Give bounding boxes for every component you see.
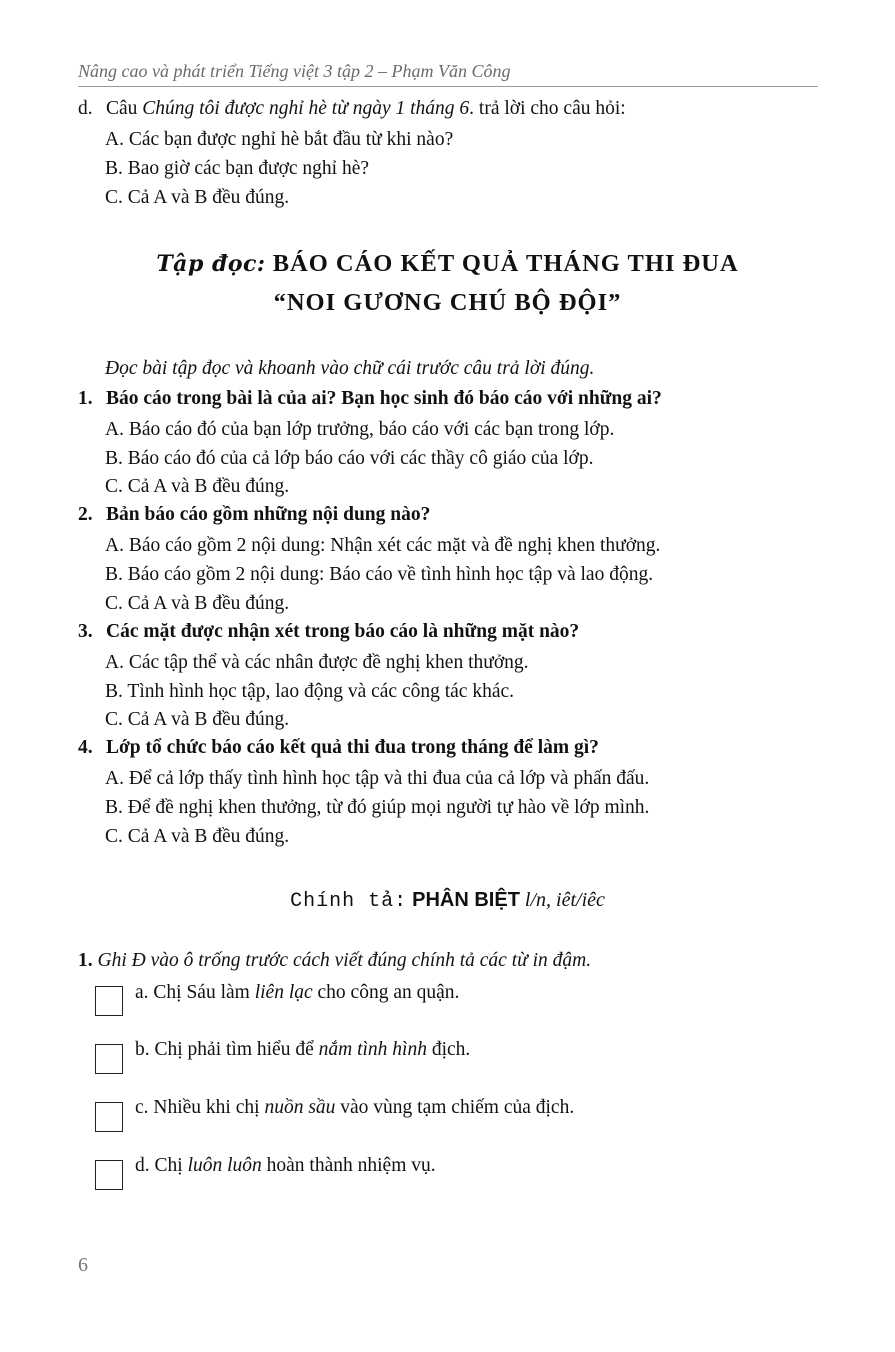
item-text-before: a. Chị Sáu làm bbox=[135, 982, 255, 1003]
question-3 bbox=[78, 620, 579, 644]
item-highlighted-word: liên lạc bbox=[254, 982, 313, 1003]
spelling-item-c bbox=[135, 1096, 574, 1120]
question-text: Báo cáo trong bài là của ai? Bạn học sinh đó báo cáo với những ai? bbox=[106, 388, 662, 409]
item-text-before: c. Nhiều khi chị bbox=[135, 1097, 265, 1118]
carryover-stem-italic: Chúng tôi được nghỉ hè từ ngày 1 tháng 6 bbox=[142, 98, 470, 119]
page-number: 6 bbox=[78, 1254, 88, 1276]
answer-box-a[interactable] bbox=[95, 986, 123, 1016]
question-1 bbox=[78, 387, 662, 411]
item-highlighted-word: luôn luôn bbox=[187, 1155, 262, 1176]
question-4-option-c: C. Cả A và B đều đúng. bbox=[105, 826, 290, 847]
spelling-task bbox=[78, 949, 591, 973]
item-text-after: hoàn thành nhiệm vụ. bbox=[261, 1155, 436, 1176]
question-4-option-a: A. Để cả lớp thấy tình hình học tập và thi đua của cả lớp và phấn đấu. bbox=[105, 768, 650, 789]
running-header: Nâng cao và phát triển Tiếng việt 3 tập 2 – Phạm Văn Công bbox=[78, 60, 818, 87]
question-3-option-b: B. Tình hình học tập, lao động và các công tác khác. bbox=[105, 681, 515, 702]
task-text: Ghi Đ vào ô trống trước cách viết đúng chính tả các từ in đậm. bbox=[97, 950, 592, 971]
question-2 bbox=[78, 503, 430, 527]
spelling-title-text: PHÂN BIỆT bbox=[412, 889, 520, 911]
spelling-title bbox=[0, 887, 895, 915]
question-text: Các mặt được nhận xét trong báo cáo là những mặt nào? bbox=[106, 621, 580, 642]
answer-box-c[interactable] bbox=[95, 1102, 123, 1132]
item-text-after: địch. bbox=[426, 1039, 471, 1060]
question-1-option-c: C. Cả A và B đều đúng. bbox=[105, 476, 290, 497]
question-2-option-b: B. Báo cáo gồm 2 nội dung: Báo cáo về tình hình học tập và lao động. bbox=[105, 564, 654, 585]
carryover-option-c: C. Cả A và B đều đúng. bbox=[105, 187, 290, 208]
spelling-item-b bbox=[135, 1038, 470, 1062]
answer-box-b[interactable] bbox=[95, 1044, 123, 1074]
question-4-option-b: B. Để đề nghị khen thưởng, từ đó giúp mọi người tự hào về lớp mình. bbox=[105, 797, 650, 818]
carryover-stem-start: Câu bbox=[106, 98, 143, 119]
question-number: 1. bbox=[78, 388, 93, 409]
question-1-option-a: A. Báo cáo đó của bạn lớp trưởng, báo cáo với các bạn trong lớp. bbox=[105, 419, 615, 440]
spelling-label: Chính tả: bbox=[290, 890, 408, 913]
carryover-question bbox=[78, 97, 626, 121]
question-number: 4. bbox=[78, 737, 93, 758]
question-text: Lớp tổ chức báo cáo kết quả thi đua trong tháng để làm gì? bbox=[106, 737, 599, 758]
item-text-before: d. Chị bbox=[135, 1155, 188, 1176]
spelling-item-d bbox=[135, 1154, 436, 1178]
item-text-after: vào vùng tạm chiếm của địch. bbox=[335, 1097, 575, 1118]
question-2-option-c: C. Cả A và B đều đúng. bbox=[105, 593, 290, 614]
item-highlighted-word: nuồn sầu bbox=[264, 1097, 336, 1118]
reading-title-line1 bbox=[0, 249, 895, 279]
question-number: 2. bbox=[78, 504, 93, 525]
question-3-option-a: A. Các tập thể và các nhân được đề nghị khen thưởng. bbox=[105, 652, 529, 673]
question-text: Bản báo cáo gồm những nội dung nào? bbox=[106, 504, 431, 525]
task-number: 1. bbox=[78, 950, 93, 971]
reading-title-text: BÁO CÁO KẾT QUẢ THÁNG THI ĐUA bbox=[272, 250, 739, 277]
spelling-title-italic: l/n, iêt/iêc bbox=[524, 889, 605, 911]
reading-title-line2: “NOI GƯƠNG CHÚ BỘ ĐỘI” bbox=[273, 289, 622, 316]
question-number: 3. bbox=[78, 621, 93, 642]
item-text-after: cho công an quận. bbox=[312, 982, 460, 1003]
reading-label: Tập đọc: bbox=[156, 251, 266, 277]
carryover-option-a: A. Các bạn được nghỉ hè bắt đầu từ khi nào? bbox=[105, 129, 454, 150]
item-highlighted-word: nắm tình hình bbox=[318, 1039, 427, 1060]
question-2-option-a: A. Báo cáo gồm 2 nội dung: Nhận xét các mặt và đề nghị khen thưởng. bbox=[105, 535, 661, 556]
spelling-item-a bbox=[135, 981, 459, 1005]
question-1-option-b: B. Báo cáo đó của cả lớp báo cáo với các thầy cô giáo của lớp. bbox=[105, 448, 594, 469]
reading-instruction: Đọc bài tập đọc và khoanh vào chữ cái trước câu trả lời đúng. bbox=[105, 358, 595, 379]
answer-box-d[interactable] bbox=[95, 1160, 123, 1190]
question-4 bbox=[78, 736, 599, 760]
carryover-option-b: B. Bao giờ các bạn được nghỉ hè? bbox=[105, 158, 370, 179]
question-3-option-c: C. Cả A và B đều đúng. bbox=[105, 709, 290, 730]
carryover-stem-end: . trả lời cho câu hỏi: bbox=[469, 98, 626, 119]
item-text-before: b. Chị phải tìm hiểu để bbox=[135, 1039, 319, 1060]
carryover-prefix: d. bbox=[78, 98, 93, 119]
